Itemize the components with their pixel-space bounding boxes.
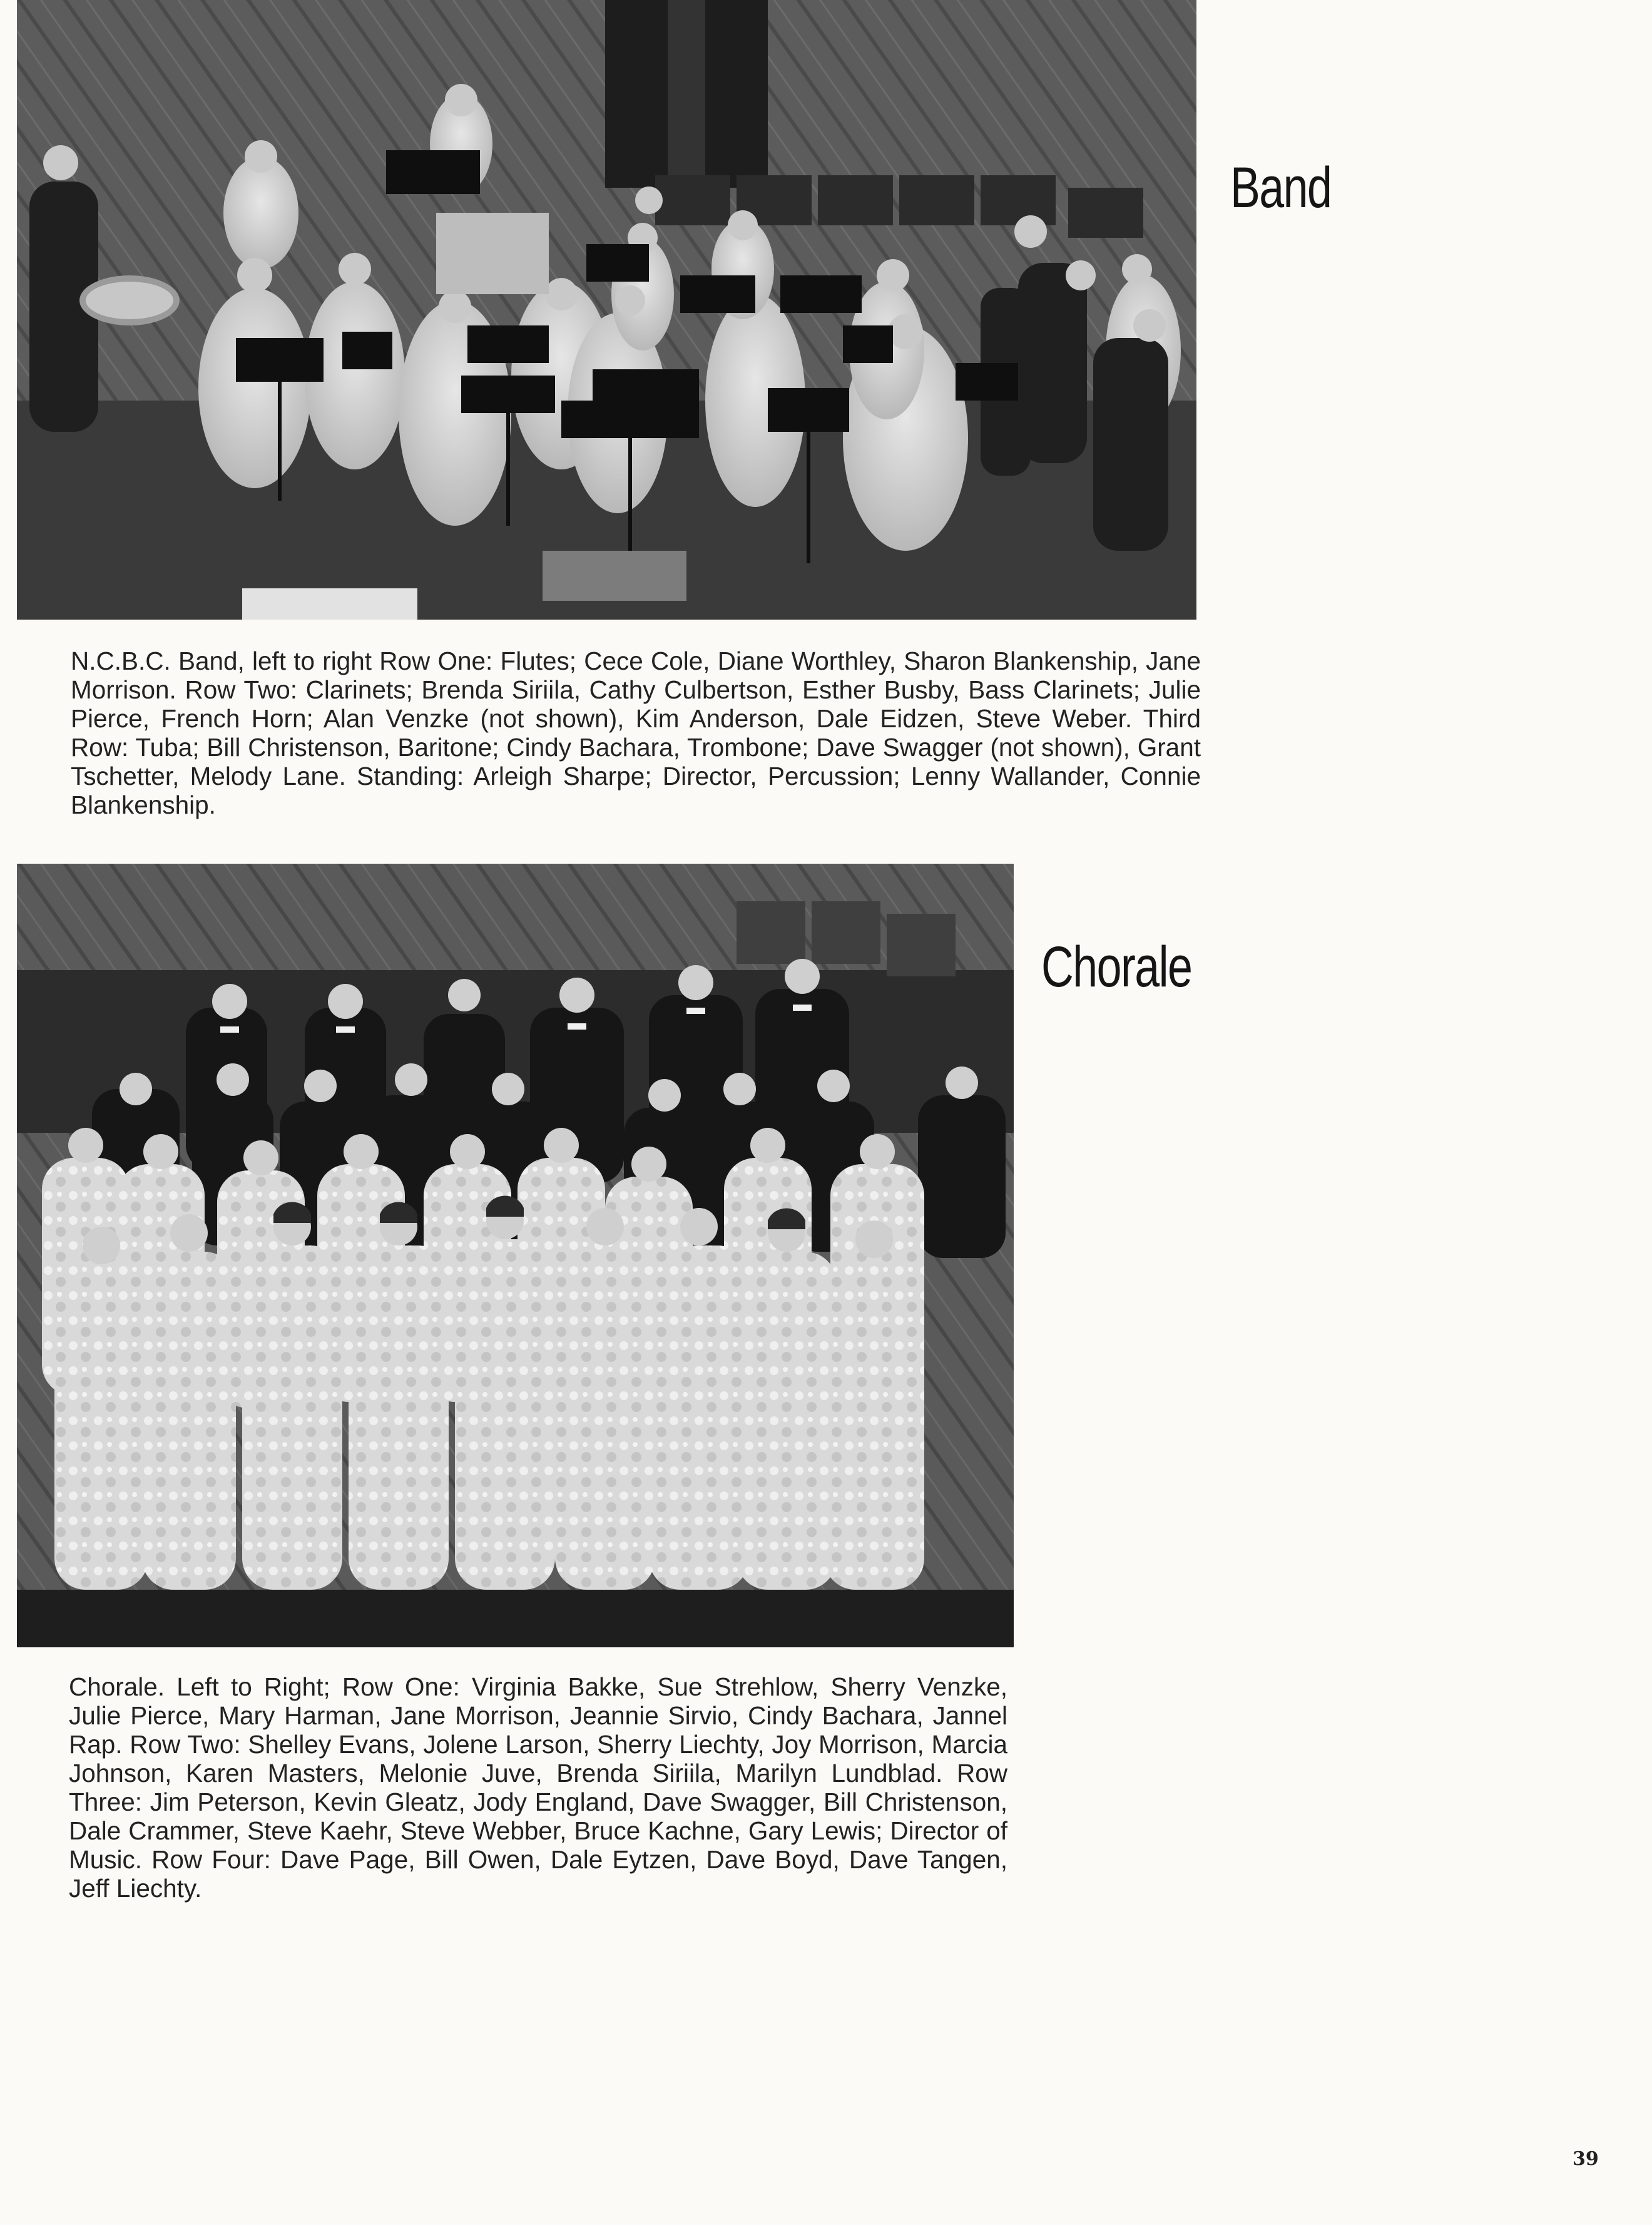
band-photo bbox=[17, 0, 1196, 620]
band-caption: N.C.B.C. Band, left to right Row One: Flutes; Cece Cole, Diane Worthley, Sharon Blankenship, Jane Morrison. Row Two: Clarinets; Brenda Siriila, Cathy Culbertson, Esther Busby, Bass Clarinets; Julie Pierce, French Horn; Alan Venzke (not shown), Kim Anderson, Dale Eidzen, Steve Weber. Third Row: Tuba; Bill Christenson, Baritone; Cindy Bachara, Trombone; Dave Swagger (not shown), Grant Tschetter, Melody Lane. Standing: Arleigh Sharpe; Director, Percussion; Lenny Wallander, Connie Blankenship. bbox=[71, 647, 1201, 819]
page-number: 39 bbox=[1573, 2148, 1599, 2170]
chorale-heading: Chorale bbox=[1041, 935, 1192, 999]
chorale-photo-image bbox=[17, 864, 1014, 1647]
chorale-photo bbox=[17, 864, 1014, 1647]
chorale-caption: Chorale. Left to Right; Row One: Virginia Bakke, Sue Strehlow, Sherry Venzke, Julie Pierce, Mary Harman, Jane Morrison, Jeannie Sirvio, Cindy Bachara, Jannel Rap. Row Two: Shelley Evans, Jolene Larson, Sherry Liechty, Joy Morrison, Marcia Johnson, Karen Masters, Melonie Juve, Brenda Siriila, Marilyn Lundblad. Row Three: Jim Peterson, Kevin Gleatz, Jody England, Dave Swagger, Bill Christenson, Dale Crammer, Steve Kaehr, Steve Webber, Bruce Kachne, Gary Lewis; Director of Music. Row Four: Dave Page, Bill Owen, Dale Eytzen, Dave Boyd, Dave Tangen, Jeff Liechty. bbox=[69, 1672, 1007, 1903]
band-photo-image bbox=[17, 0, 1196, 620]
band-heading: Band bbox=[1230, 156, 1332, 220]
